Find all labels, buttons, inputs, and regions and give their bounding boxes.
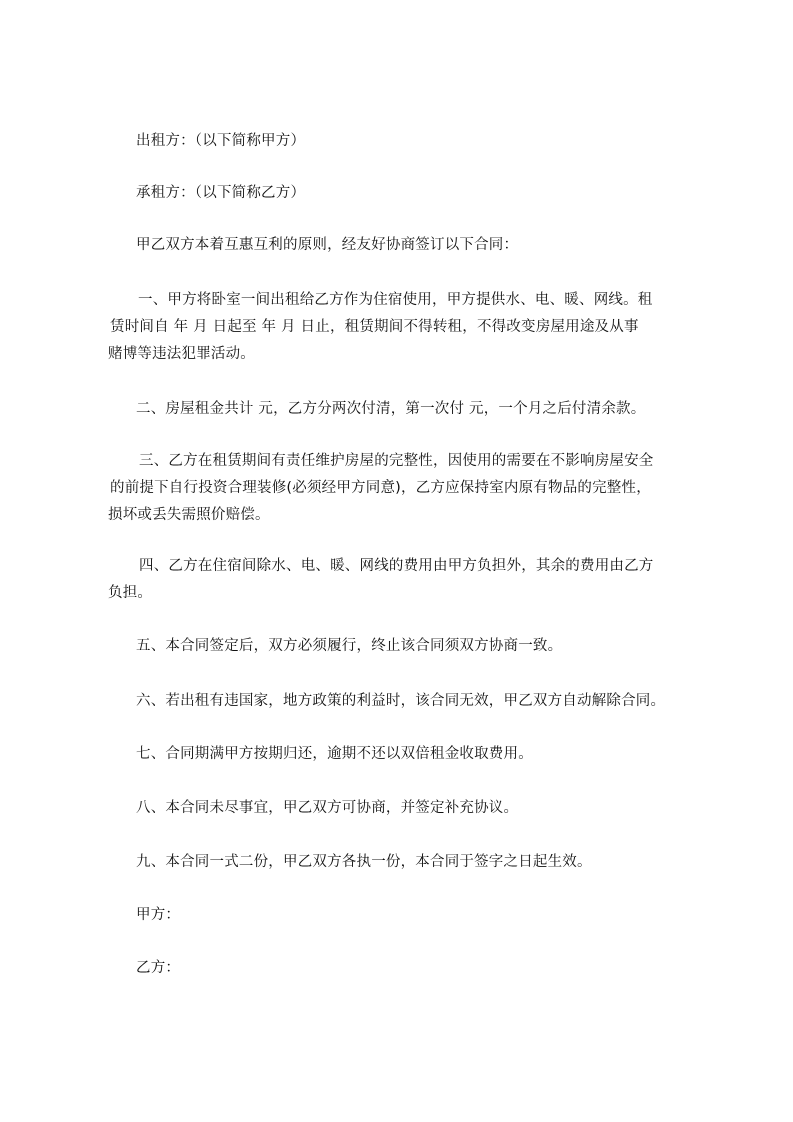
clause-8: 八、本合同未尽事宜，甲乙双方可协商，并签定补充协议。 xyxy=(136,800,519,816)
clause-6: 六、若出租有违国家，地方政策的利益时，该合同无效，甲乙双方自动解除合同。 xyxy=(136,693,666,709)
clause-4-line-2: 负担。 xyxy=(108,585,153,601)
party-a-signature-line: 甲方： xyxy=(136,907,181,923)
lessee-line: 承租方：（以下简称乙方） xyxy=(136,185,306,201)
clause-9: 九、本合同一式二份，甲乙双方各执一份，本合同于签字之日起生效。 xyxy=(136,854,592,870)
clause-1 xyxy=(108,287,653,368)
clause-1-line-3: 赌博等违法犯罪活动。 xyxy=(108,346,255,362)
clause-4-line-1: 四、乙方在住宿间除水、电、暖、网线的费用由甲方负担外，其余的费用由乙方 xyxy=(139,558,654,574)
clause-4 xyxy=(108,553,654,607)
clause-1-line-1: 一、甲方将卧室一间出租给乙方作为住宿使用，甲方提供水、电、暖、网线。租 xyxy=(138,292,653,308)
clause-5: 五、本合同签定后，双方必须履行，终止该合同须双方协商一致。 xyxy=(136,638,563,654)
clause-1-line-2: 赁时间自 年 月 日起至 年 月 日止，租赁期间不得转租，不得改变房屋用途及从事 xyxy=(110,319,639,335)
clause-3 xyxy=(108,448,654,529)
clause-7: 七、合同期满甲方按期归还，逾期不还以双倍租金收取费用。 xyxy=(136,746,533,762)
clause-3-line-2: 的前提下自行投资合理装修(必须经甲方同意)，乙方应保持室内原有物品的完整性， xyxy=(110,480,651,496)
lessor-line: 出租方：（以下简称甲方） xyxy=(136,133,306,149)
clause-2: 二、房屋租金共计 元，乙方分两次付清，第一次付 元，一个月之后付清余款。 xyxy=(136,401,646,417)
intro-line: 甲乙双方本着互惠互利的原则，经友好协商签订以下合同： xyxy=(136,237,519,253)
clause-3-line-3: 损坏或丢失需照价赔偿。 xyxy=(108,507,270,523)
clause-3-line-1: 三、乙方在租赁期间有责任维护房屋的完整性，因使用的需要在不影响房屋安全 xyxy=(139,453,654,469)
party-b-signature-line: 乙方： xyxy=(136,960,181,976)
